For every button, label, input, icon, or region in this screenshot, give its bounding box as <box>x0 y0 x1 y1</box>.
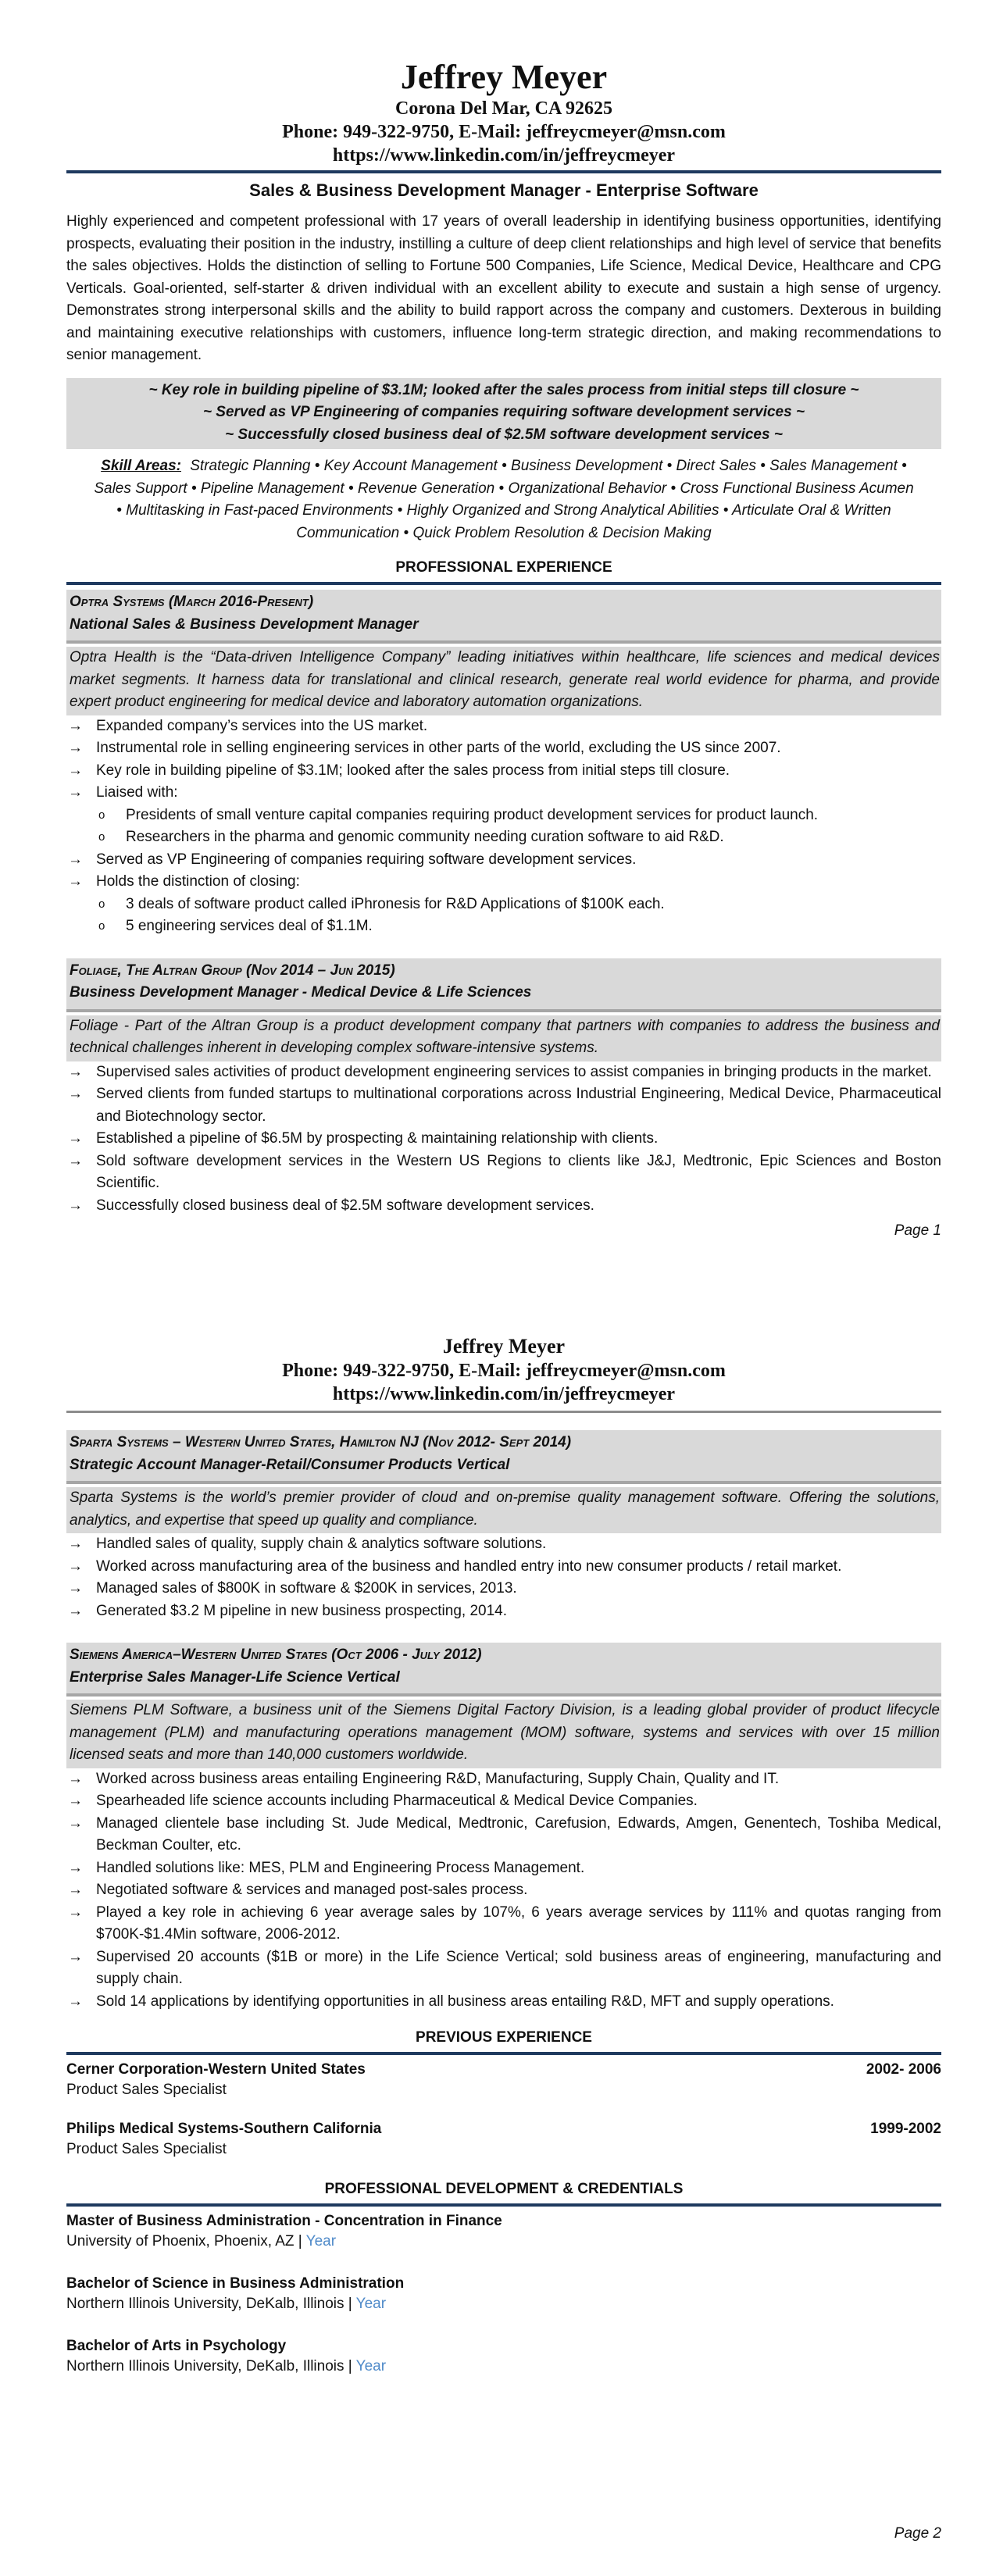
arrow-bullet-icon: → <box>68 717 83 734</box>
achievement-item <box>66 1151 941 1195</box>
section-heading-education: PROFESSIONAL DEVELOPMENT & CREDENTIALS <box>324 2181 684 2197</box>
achievement-item <box>66 1991 941 2014</box>
job-dates: (Nov 2014 – Jun 2015) <box>241 962 395 979</box>
arrow-bullet-icon: → <box>68 851 83 868</box>
sub-achievement-text: 3 deals of software product called iPhronesis for R&D Applications of $100K each. <box>126 895 665 912</box>
job-header-divider <box>66 1693 941 1697</box>
achievement-text: Served as VP Engineering of companies requiring software development services. <box>96 851 637 868</box>
job-header-divider <box>66 1009 941 1012</box>
arrow-bullet-icon: → <box>68 1993 83 2010</box>
arrow-bullet-icon: → <box>68 1814 83 1832</box>
school: University of Phoenix, Phoenix, AZ | <box>66 2233 306 2250</box>
section-divider <box>66 2203 941 2207</box>
sub-achievement-item <box>96 826 941 849</box>
previous-years: 2002- 2006 <box>866 2061 941 2078</box>
job-header-divider <box>66 640 941 644</box>
job-entry <box>66 958 941 1218</box>
previous-job <box>66 2060 941 2100</box>
sub-achievement-text: 5 engineering services deal of $1.1M. <box>126 918 373 934</box>
achievement-item <box>66 782 941 849</box>
achievement-item <box>66 871 941 938</box>
previous-role: Product Sales Specialist <box>66 2082 227 2098</box>
circle-bullet-icon: o <box>98 919 105 933</box>
previous-job-header <box>66 2060 941 2080</box>
achievement-text: Managed sales of $800K in software & $200K in services, 2013. <box>96 1580 517 1597</box>
highlight: ~ Key role in building pipeline of $3.1M; looked after the sales process from initial steps till closure ~ <box>148 381 859 398</box>
job-title: Business Development Manager - Medical Device & Life Sciences <box>70 984 532 1001</box>
previous-experience-list <box>66 2060 941 2160</box>
company-description: Optra Health is the “Data-driven Intelligence Company” leading initiatives within healthcare, life sciences and medical devices market segments. It harness data for translational and clinical research, generate real world evidence for pharma, and provide expert product engineering for medical device and laboratory automation organizations. <box>66 647 941 715</box>
achievement-item <box>66 715 941 738</box>
job-entry <box>66 1643 941 2013</box>
linkedin-url: https://www.linkedin.com/in/jeffreycmeyer <box>332 1384 676 1404</box>
section-heading-experience: PROFESSIONAL EXPERIENCE <box>395 559 612 576</box>
highlight: ~ Successfully closed business deal of $2.5M software development services ~ <box>225 426 783 443</box>
job-header <box>66 590 941 644</box>
achievement-list <box>66 1768 941 2014</box>
achievement-item <box>66 1600 941 1623</box>
job-entry <box>66 1430 941 1622</box>
resume-page-2 <box>0 1289 996 2576</box>
header-divider <box>66 170 941 173</box>
achievement-list <box>66 1061 941 1218</box>
section-divider <box>66 582 941 585</box>
education-entry <box>66 2336 941 2377</box>
arrow-bullet-icon: → <box>68 1197 83 1214</box>
education-list <box>66 2211 941 2377</box>
arrow-bullet-icon: → <box>68 1859 83 1876</box>
company-name: Sparta Systems – Western United States, Hamilton NJ <box>70 1434 419 1450</box>
highlights-box <box>66 378 941 450</box>
achievement-text: Spearheaded life science accounts including Pharmaceutical & Medical Device Companies. <box>96 1793 698 1809</box>
achievement-text: Sold software development services in the Western US Regions to clients like J&J, Medtronic, Epic Sciences and Boston Scientific. <box>96 1152 941 1191</box>
sub-achievement-item <box>96 915 941 938</box>
job-title: National Sales & Business Development Manager <box>70 615 419 633</box>
job-company-line <box>70 591 938 614</box>
achievement-item <box>66 1857 941 1880</box>
company-description: Foliage - Part of the Altran Group is a product development company that partners with companies to address the business and technical challenges inherent in developing complex software-intensive systems. <box>66 1015 941 1061</box>
skill-areas-label: Skill Areas: <box>101 458 181 474</box>
school-line <box>66 2294 941 2314</box>
job-dates: (Oct 2006 - July 2012) <box>327 1647 482 1663</box>
header-divider <box>66 1411 941 1413</box>
achievement-text: Holds the distinction of closing: <box>96 873 300 890</box>
job-title: Strategic Account Manager-Retail/Consumer Products Vertical <box>70 1456 510 1473</box>
arrow-bullet-icon: → <box>68 1130 83 1147</box>
company-description: Sparta Systems is the world’s premier provider of cloud and on-premise quality management software. Offering the solutions, analytics, and expertise that speed up quality and compliance. <box>66 1487 941 1533</box>
achievement-text: Negotiated software & services and managed post-sales process. <box>96 1882 528 1898</box>
achievement-text: Supervised sales activities of product development engineering services to assist companies in bringing products in the market. <box>96 1063 932 1080</box>
achievement-item <box>66 760 941 783</box>
previous-role: Product Sales Specialist <box>66 2141 227 2157</box>
experience-list <box>66 590 941 1217</box>
previous-company: Philips Medical Systems-Southern California <box>66 2121 382 2137</box>
page-number: Page 1 <box>894 1222 941 1239</box>
arrow-bullet-icon: → <box>68 1948 83 1965</box>
sub-achievement-item <box>96 894 941 916</box>
achievement-item <box>66 849 941 872</box>
arrow-bullet-icon: → <box>68 1557 83 1575</box>
arrow-bullet-icon: → <box>68 1536 83 1552</box>
year: Year <box>305 2233 337 2250</box>
achievement-text: Sold 14 applications by identifying opportunities in all business areas entailing R&D, MFT and supply operations. <box>96 1993 834 2010</box>
job-title: Enterprise Sales Manager-Life Science Vertical <box>70 1668 400 1686</box>
previous-job <box>66 2119 941 2160</box>
achievement-list <box>66 1533 941 1622</box>
achievement-item <box>66 1533 941 1556</box>
achievement-text: Generated $3.2 M pipeline in new business prospecting, 2014. <box>96 1602 508 1619</box>
page-2-content <box>66 1334 941 2399</box>
skill-areas <box>66 455 941 544</box>
degree: Bachelor of Arts in Psychology <box>66 2338 287 2354</box>
circle-bullet-icon: o <box>98 808 105 822</box>
previous-years: 1999-2002 <box>870 2121 941 2137</box>
job-dates: (March 2016-Present) <box>164 594 314 610</box>
experience-list <box>66 1430 941 2013</box>
achievement-text: Successfully closed business deal of $2.5M software development services. <box>96 1197 594 1214</box>
arrow-bullet-icon: → <box>68 1770 83 1787</box>
arrow-bullet-icon: → <box>68 873 83 890</box>
job-company-line <box>70 960 938 983</box>
location: Corona Del Mar, CA 92625 <box>395 98 612 119</box>
page-1-content <box>66 58 941 1237</box>
achievement-item <box>66 1946 941 1991</box>
headline: Sales & Business Development Manager - Enterprise Software <box>249 180 759 200</box>
previous-job-header <box>66 2119 941 2139</box>
job-header <box>66 1643 941 1697</box>
arrow-bullet-icon: → <box>68 740 83 756</box>
sub-achievement-item <box>96 805 941 827</box>
job-header <box>66 958 941 1012</box>
achievement-item <box>66 1128 941 1151</box>
school-line <box>66 2357 941 2377</box>
skill-areas-list: Strategic Planning • Key Account Management • Business Development • Direct Sales • Sales Management • Sales Support • Pipeline Management • Revenue Generation • Organizational Behavior • Cross Functional Business Acumen • Multitasking in Fast-paced Environments • Highly Organized and Strong Analytical Abilities • Articulate Oral & Written Communication • Quick Problem Resolution & Decision Making <box>94 458 914 541</box>
page-number: Page 2 <box>894 2525 941 2542</box>
job-company-line <box>70 1644 938 1667</box>
sub-achievement-list <box>96 894 941 938</box>
section-divider <box>66 2052 941 2055</box>
achievement-text: Played a key role in achieving 6 year average sales by 107%, 6 years average services by 111% and quotas ranging from $700K-$1.4Min software, 2006-2012. <box>96 1903 941 1943</box>
contact-line: Phone: 949-322-9750, E-Mail: jeffreycmeyer@msn.com <box>282 122 726 142</box>
achievement-text: Worked across business areas entailing Engineering R&D, Manufacturing, Supply Chain, Quality and IT. <box>96 1770 780 1787</box>
year: Year <box>355 2358 387 2374</box>
previous-company: Cerner Corporation-Western United States <box>66 2061 366 2078</box>
achievement-text: Expanded company’s services into the US market. <box>96 717 428 734</box>
achievement-item <box>66 1083 941 1128</box>
achievement-text: Liaised with: <box>96 784 178 801</box>
arrow-bullet-icon: → <box>68 784 83 801</box>
arrow-bullet-icon: → <box>68 1793 83 1809</box>
school-line <box>66 2232 941 2252</box>
school: Northern Illinois University, DeKalb, Illinois | <box>66 2296 356 2312</box>
job-company-line <box>70 1432 938 1454</box>
achievement-item <box>66 1195 941 1218</box>
degree: Bachelor of Science in Business Administration <box>66 2275 405 2292</box>
sub-achievement-text: Researchers in the pharma and genomic community needing curation software to aid R&D. <box>126 829 724 845</box>
company-name: Siemens America–Western United States <box>70 1647 327 1663</box>
arrow-bullet-icon: → <box>68 1882 83 1898</box>
arrow-bullet-icon: → <box>68 1086 83 1102</box>
candidate-name: Jeffrey Meyer <box>442 1335 566 1358</box>
education-entry <box>66 2274 941 2314</box>
achievement-item <box>66 1061 941 1084</box>
achievement-item <box>66 1879 941 1902</box>
arrow-bullet-icon: → <box>68 1152 83 1169</box>
highlight: ~ Served as VP Engineering of companies requiring software development services ~ <box>202 404 805 420</box>
candidate-name: Jeffrey Meyer <box>400 58 608 96</box>
job-dates: (Nov 2012- Sept 2014) <box>418 1434 572 1450</box>
achievement-text: Handled sales of quality, supply chain & analytics software solutions. <box>96 1536 547 1552</box>
achievement-item <box>66 1902 941 1946</box>
company-name: Optra Systems <box>70 594 165 610</box>
arrow-bullet-icon: → <box>68 1063 83 1080</box>
arrow-bullet-icon: → <box>68 1903 83 1921</box>
achievement-item <box>66 1556 941 1579</box>
section-heading-previous: PREVIOUS EXPERIENCE <box>416 2029 592 2046</box>
achievement-text: Established a pipeline of $6.5M by prospecting & maintaining relationship with clients. <box>96 1130 659 1147</box>
achievement-text: Worked across manufacturing area of the business and handled entry into new consumer products / retail market. <box>96 1557 842 1575</box>
achievement-text: Supervised 20 accounts ($1B or more) in the Life Science Vertical; sold business areas of engineering, manufacturing and supply chain. <box>96 1948 941 1987</box>
arrow-bullet-icon: → <box>68 762 83 779</box>
year: Year <box>355 2296 387 2312</box>
job-header-divider <box>66 1481 941 1484</box>
achievement-text: Key role in building pipeline of $3.1M; looked after the sales process from initial steps till closure. <box>96 762 730 779</box>
achievement-text: Managed clientele base including St. Jude Medical, Medtronic, Carefusion, Edwards, Amgen, Genentech, Toshiba Medical, Beckman Coulter, etc. <box>96 1814 941 1854</box>
school: Northern Illinois University, DeKalb, Illinois | <box>66 2358 356 2374</box>
contact-line: Phone: 949-322-9750, E-Mail: jeffreycmeyer@msn.com <box>282 1361 726 1381</box>
degree: Master of Business Administration - Concentration in Finance <box>66 2213 502 2229</box>
arrow-bullet-icon: → <box>68 1580 83 1597</box>
job-header <box>66 1430 941 1484</box>
arrow-bullet-icon: → <box>68 1602 83 1619</box>
achievement-item <box>66 737 941 760</box>
achievement-text: Handled solutions like: MES, PLM and Engineering Process Management. <box>96 1859 585 1876</box>
achievement-item <box>66 1578 941 1600</box>
achievement-list <box>66 715 941 938</box>
sub-achievement-text: Presidents of small venture capital companies requiring product development services for product launch. <box>126 806 819 823</box>
summary: Highly experienced and competent professional with 17 years of overall leadership in identifying business opportunities, identifying prospects, evaluating their position in the industry, instilling a culture of deep client relationships and high level of service that benefits the sales objectives. Holds the distinction of selling to Fortune 500 Companies, Life Science, Medical Device, Healthcare and CPG Verticals. Goal-oriented, self-starter & driven individual with an excellent ability to execute and sustain a high sense of urgency. Demonstrates strong interpersonal skills and the ability to build rapport across the company and customers. Dexterous in building and maintaining executive relationships with customers, influence long-term strategic direction, and making recommendations to senior management. <box>66 213 941 363</box>
achievement-text: Instrumental role in selling engineering services in other parts of the world, excluding the US since 2007. <box>96 740 781 756</box>
achievement-item <box>66 1790 941 1813</box>
linkedin-url: https://www.linkedin.com/in/jeffreycmeyer <box>332 145 676 166</box>
company-name: Foliage, The Altran Group <box>70 962 242 979</box>
achievement-item <box>66 1768 941 1791</box>
circle-bullet-icon: o <box>98 897 105 911</box>
achievement-item <box>66 1813 941 1857</box>
job-entry <box>66 590 941 938</box>
sub-achievement-list <box>96 805 941 849</box>
circle-bullet-icon: o <box>98 830 105 844</box>
education-entry <box>66 2211 941 2252</box>
achievement-text: Served clients from funded startups to multinational corporations across Industrial Engineering, Medical Device, Pharmaceutical and Biotechnology sector. <box>96 1086 941 1125</box>
company-description: Siemens PLM Software, a business unit of the Siemens Digital Factory Division, is a leading global provider of product lifecycle management (PLM) and manufacturing operations management (MOM) software, systems and services with over 15 million licensed seats and more than 140,000 customers worldwide. <box>66 1700 941 1768</box>
